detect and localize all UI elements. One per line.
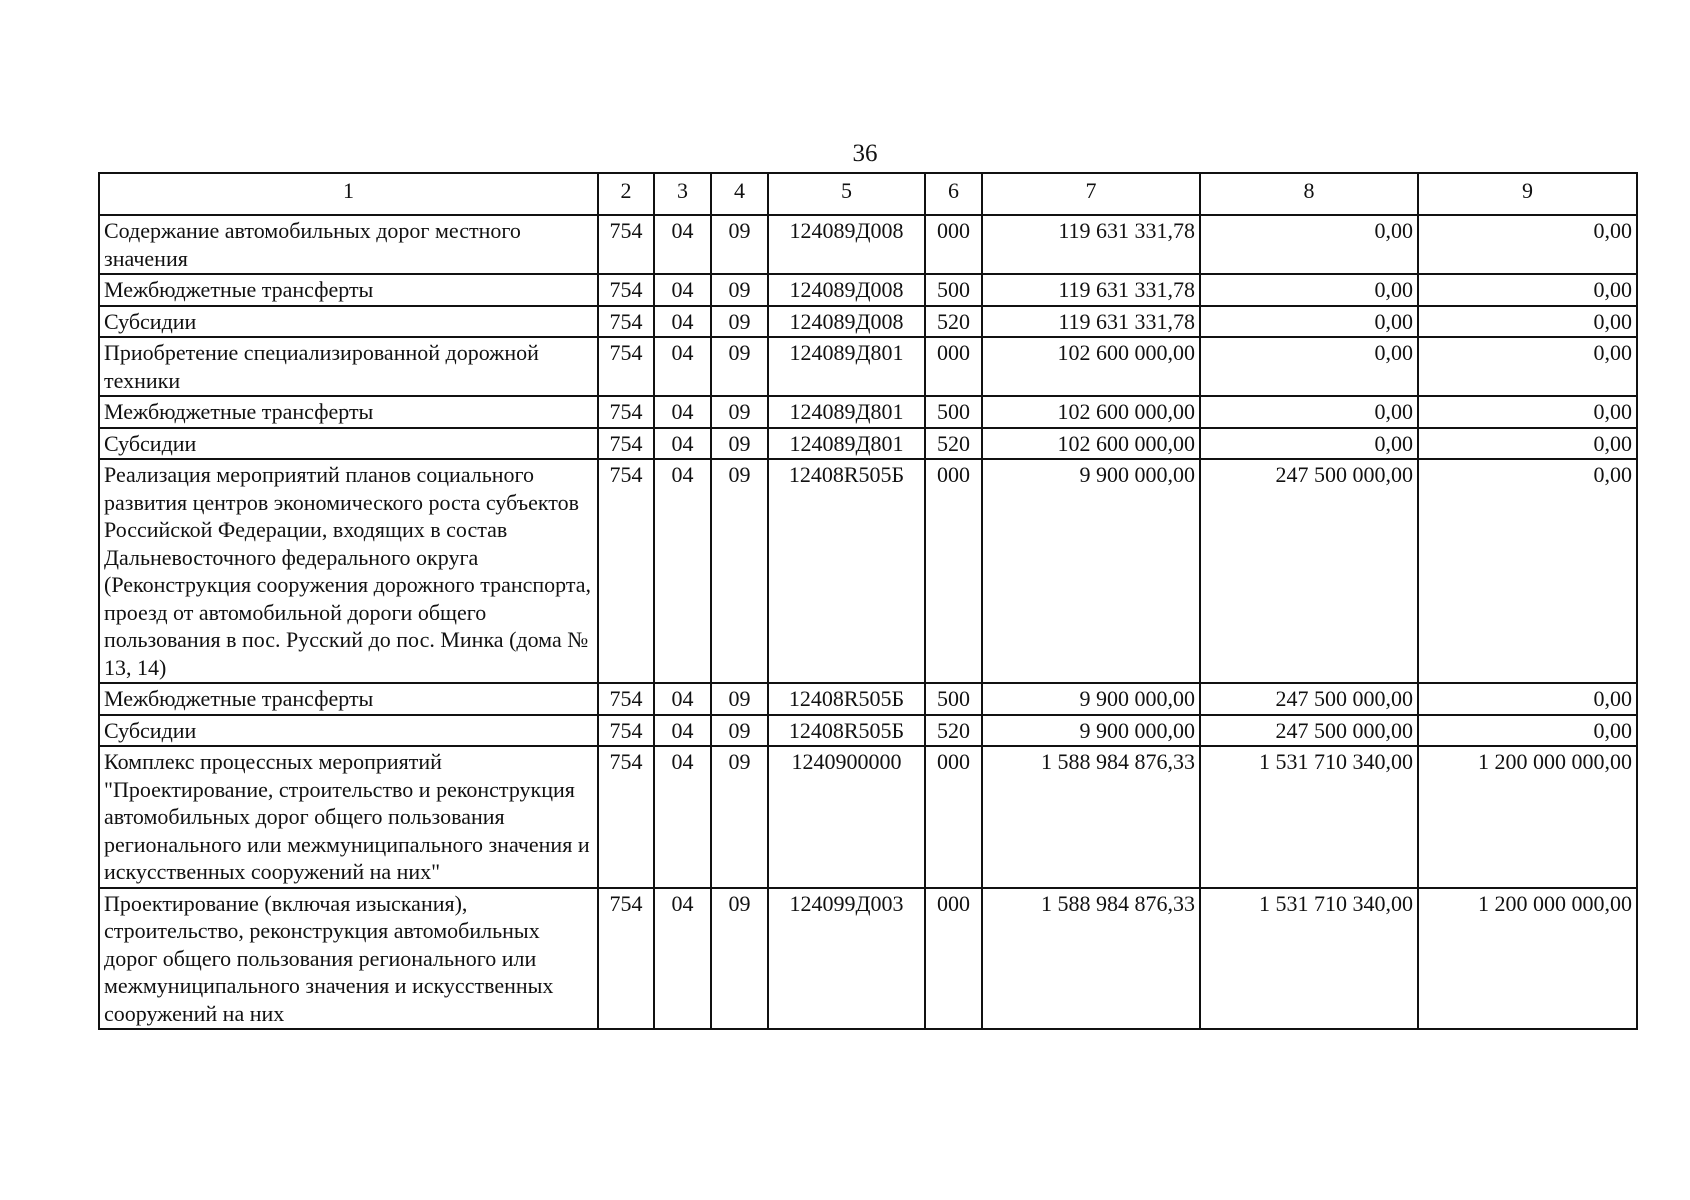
row-sum-2: 247 500 000,00 <box>1200 715 1418 747</box>
row-vr: 000 <box>925 337 982 396</box>
row-ved: 754 <box>598 274 654 306</box>
row-csr: 12408R505Б <box>768 683 925 715</box>
row-pr: 09 <box>711 337 768 396</box>
row-pr: 09 <box>711 683 768 715</box>
row-sum-3: 0,00 <box>1418 396 1637 428</box>
row-sum-1: 1 588 984 876,33 <box>982 888 1200 1030</box>
page-number: 36 <box>852 140 878 167</box>
row-pr: 09 <box>711 428 768 460</box>
row-rz: 04 <box>654 274 711 306</box>
row-pr: 09 <box>711 459 768 683</box>
row-sum-2: 0,00 <box>1200 215 1418 274</box>
row-csr: 124089Д008 <box>768 274 925 306</box>
row-ved: 754 <box>598 396 654 428</box>
row-vr: 000 <box>925 215 982 274</box>
row-sum-2: 1 531 710 340,00 <box>1200 746 1418 888</box>
row-vr: 500 <box>925 396 982 428</box>
row-ved: 754 <box>598 215 654 274</box>
row-rz: 04 <box>654 396 711 428</box>
row-csr: 124089Д801 <box>768 396 925 428</box>
row-sum-1: 119 631 331,78 <box>982 215 1200 274</box>
row-rz: 04 <box>654 215 711 274</box>
row-sum-3: 0,00 <box>1418 337 1637 396</box>
row-ved: 754 <box>598 888 654 1030</box>
row-name: Приобретение специализированной дорожной техники <box>99 337 598 396</box>
row-ved: 754 <box>598 683 654 715</box>
row-ved: 754 <box>598 306 654 338</box>
row-sum-2: 1 531 710 340,00 <box>1200 888 1418 1030</box>
table-row <box>99 396 1637 428</box>
table-row <box>99 306 1637 338</box>
row-name: Проектирование (включая изыскания), строительство, реконструкция автомобильных дорог общего пользования регионального или межмуниципального значения и искусственных сооружений на них <box>99 888 598 1030</box>
row-sum-2: 247 500 000,00 <box>1200 459 1418 683</box>
row-pr: 09 <box>711 274 768 306</box>
row-vr: 500 <box>925 274 982 306</box>
table-row <box>99 215 1637 274</box>
row-pr: 09 <box>711 715 768 747</box>
column-header: 5 <box>768 173 925 215</box>
row-sum-2: 0,00 <box>1200 396 1418 428</box>
row-sum-2: 0,00 <box>1200 428 1418 460</box>
row-sum-1: 102 600 000,00 <box>982 396 1200 428</box>
row-vr: 520 <box>925 428 982 460</box>
row-sum-1: 9 900 000,00 <box>982 683 1200 715</box>
column-header: 9 <box>1418 173 1637 215</box>
row-csr: 124089Д008 <box>768 306 925 338</box>
row-rz: 04 <box>654 306 711 338</box>
row-rz: 04 <box>654 746 711 888</box>
row-rz: 04 <box>654 459 711 683</box>
row-name: Содержание автомобильных дорог местного значения <box>99 215 598 274</box>
row-vr: 000 <box>925 746 982 888</box>
row-pr: 09 <box>711 888 768 1030</box>
row-name: Субсидии <box>99 715 598 747</box>
table-row <box>99 428 1637 460</box>
row-sum-3: 0,00 <box>1418 683 1637 715</box>
table-row <box>99 746 1637 888</box>
row-csr: 12408R505Б <box>768 715 925 747</box>
row-name: Комплекс процессных мероприятий "Проектирование, строительство и реконструкция автомобильных дорог общего пользования регионального или межмуниципального значения и искусственных сооружений на них" <box>99 746 598 888</box>
row-sum-2: 247 500 000,00 <box>1200 683 1418 715</box>
row-csr: 124089Д801 <box>768 337 925 396</box>
row-rz: 04 <box>654 428 711 460</box>
row-rz: 04 <box>654 888 711 1030</box>
column-header: 1 <box>99 173 598 215</box>
row-sum-3: 1 200 000 000,00 <box>1418 888 1637 1030</box>
row-csr: 12408R505Б <box>768 459 925 683</box>
row-sum-3: 1 200 000 000,00 <box>1418 746 1637 888</box>
row-sum-1: 119 631 331,78 <box>982 274 1200 306</box>
table-row <box>99 274 1637 306</box>
row-name: Межбюджетные трансферты <box>99 274 598 306</box>
table-row <box>99 888 1637 1030</box>
row-sum-1: 102 600 000,00 <box>982 337 1200 396</box>
column-header: 3 <box>654 173 711 215</box>
row-sum-3: 0,00 <box>1418 428 1637 460</box>
budget-table <box>98 172 1638 1030</box>
row-sum-3: 0,00 <box>1418 215 1637 274</box>
row-vr: 000 <box>925 888 982 1030</box>
row-csr: 124089Д008 <box>768 215 925 274</box>
row-pr: 09 <box>711 215 768 274</box>
row-sum-2: 0,00 <box>1200 274 1418 306</box>
column-header: 8 <box>1200 173 1418 215</box>
row-vr: 520 <box>925 715 982 747</box>
table-row <box>99 683 1637 715</box>
header-row <box>99 173 1637 215</box>
row-sum-3: 0,00 <box>1418 274 1637 306</box>
row-sum-1: 102 600 000,00 <box>982 428 1200 460</box>
row-vr: 000 <box>925 459 982 683</box>
column-header: 6 <box>925 173 982 215</box>
row-sum-3: 0,00 <box>1418 306 1637 338</box>
table-row <box>99 715 1637 747</box>
row-vr: 520 <box>925 306 982 338</box>
row-sum-1: 9 900 000,00 <box>982 459 1200 683</box>
row-sum-2: 0,00 <box>1200 337 1418 396</box>
row-sum-3: 0,00 <box>1418 715 1637 747</box>
row-name: Межбюджетные трансферты <box>99 683 598 715</box>
row-csr: 124089Д801 <box>768 428 925 460</box>
row-sum-3: 0,00 <box>1418 459 1637 683</box>
row-ved: 754 <box>598 459 654 683</box>
row-rz: 04 <box>654 715 711 747</box>
row-name: Субсидии <box>99 306 598 338</box>
row-pr: 09 <box>711 396 768 428</box>
row-csr: 1240900000 <box>768 746 925 888</box>
column-header: 7 <box>982 173 1200 215</box>
row-sum-2: 0,00 <box>1200 306 1418 338</box>
row-name: Субсидии <box>99 428 598 460</box>
row-name: Межбюджетные трансферты <box>99 396 598 428</box>
row-pr: 09 <box>711 746 768 888</box>
table-row <box>99 337 1637 396</box>
row-ved: 754 <box>598 715 654 747</box>
row-csr: 124099Д003 <box>768 888 925 1030</box>
row-ved: 754 <box>598 428 654 460</box>
row-rz: 04 <box>654 337 711 396</box>
row-sum-1: 9 900 000,00 <box>982 715 1200 747</box>
row-sum-1: 1 588 984 876,33 <box>982 746 1200 888</box>
row-rz: 04 <box>654 683 711 715</box>
row-ved: 754 <box>598 337 654 396</box>
row-pr: 09 <box>711 306 768 338</box>
row-name: Реализация мероприятий планов социального развития центров экономического роста субъектов Российской Федерации, входящих в состав Дальневосточного федерального округа (Реконструкция сооружения дорожного транспорта, проезд от автомобильной дороги общего пользования в пос. Русский до пос. Минка (дома № 13, 14) <box>99 459 598 683</box>
row-ved: 754 <box>598 746 654 888</box>
column-header: 2 <box>598 173 654 215</box>
column-header: 4 <box>711 173 768 215</box>
row-vr: 500 <box>925 683 982 715</box>
table-row <box>99 459 1637 683</box>
row-sum-1: 119 631 331,78 <box>982 306 1200 338</box>
